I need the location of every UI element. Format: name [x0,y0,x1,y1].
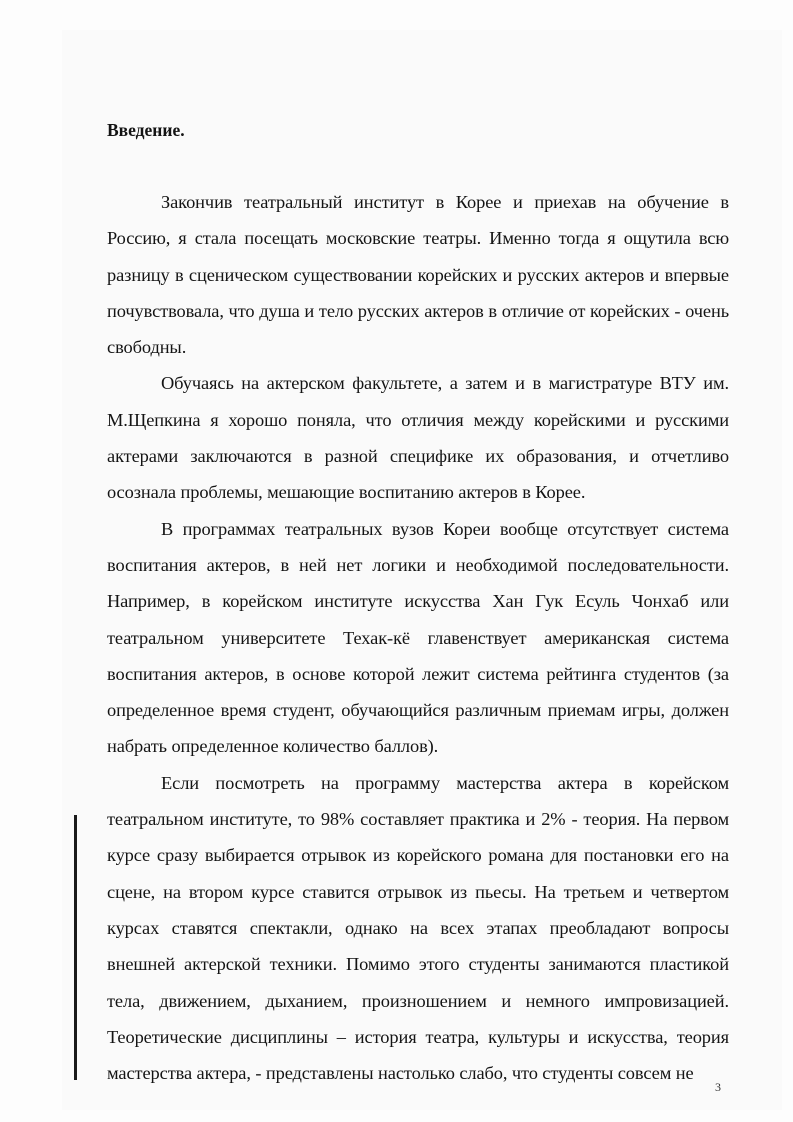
page-number: 3 [715,1080,721,1094]
section-heading: Введение. [107,120,185,140]
paragraph-2: Обучаясь на актерском факультете, а затем и в магистратуре ВТУ им. М.Щепкина я хорошо поняла, что отличия между корейскими и русскими актерами заключаются в разной специфике их образования, и отчетливо осознала проблемы, мешающие воспитанию актеров в Корее. [107,373,729,503]
margin-mark-line [74,815,77,1080]
body-text [107,184,729,1091]
paragraph-4: Если посмотреть на программу мастерства актера в корейском театральном институте, то 98% составляет практика и 2% - теория. На первом курсе сразу выбирается отрывок из корейского романа для постановки его на сцене, на втором курсе ставится отрывок из пьесы. На третьем и четвертом курсах ставятся спектакли, однако на всех этапах преобладают вопросы внешней актерской техники. Помимо этого студенты занимаются пластикой тела, движением, дыханием, произношением и немного импровизацией. Теоретические дисциплины – история театра, культуры и искусства, теория мастерства актера, - представлены настолько слабо, что студенты совсем не [107,772,729,1084]
paragraph-1: Закончив театральный институт в Корее и приехав на обучение в Россию, я стала посещать московские театры. Именно тогда я ощутила всю разницу в сценическом существовании корейских и русских актеров и впервые почувствовала, что душа и тело русских актеров в отличие от корейских - очень свободны. [107,192,729,358]
paragraph-3: В программах театральных вузов Кореи вообще отсутствует система воспитания актеров, в ней нет логики и необходимой последовательности. Например, в корейском институте искусства Хан Гук Есуль Чонхаб или театральном университете Техак-кё главенствует американская система воспитания актеров, в основе которой лежит система рейтинга студентов (за определенное время студент, обучающийся различным приемам игры, должен набрать определенное количество баллов). [107,518,729,757]
